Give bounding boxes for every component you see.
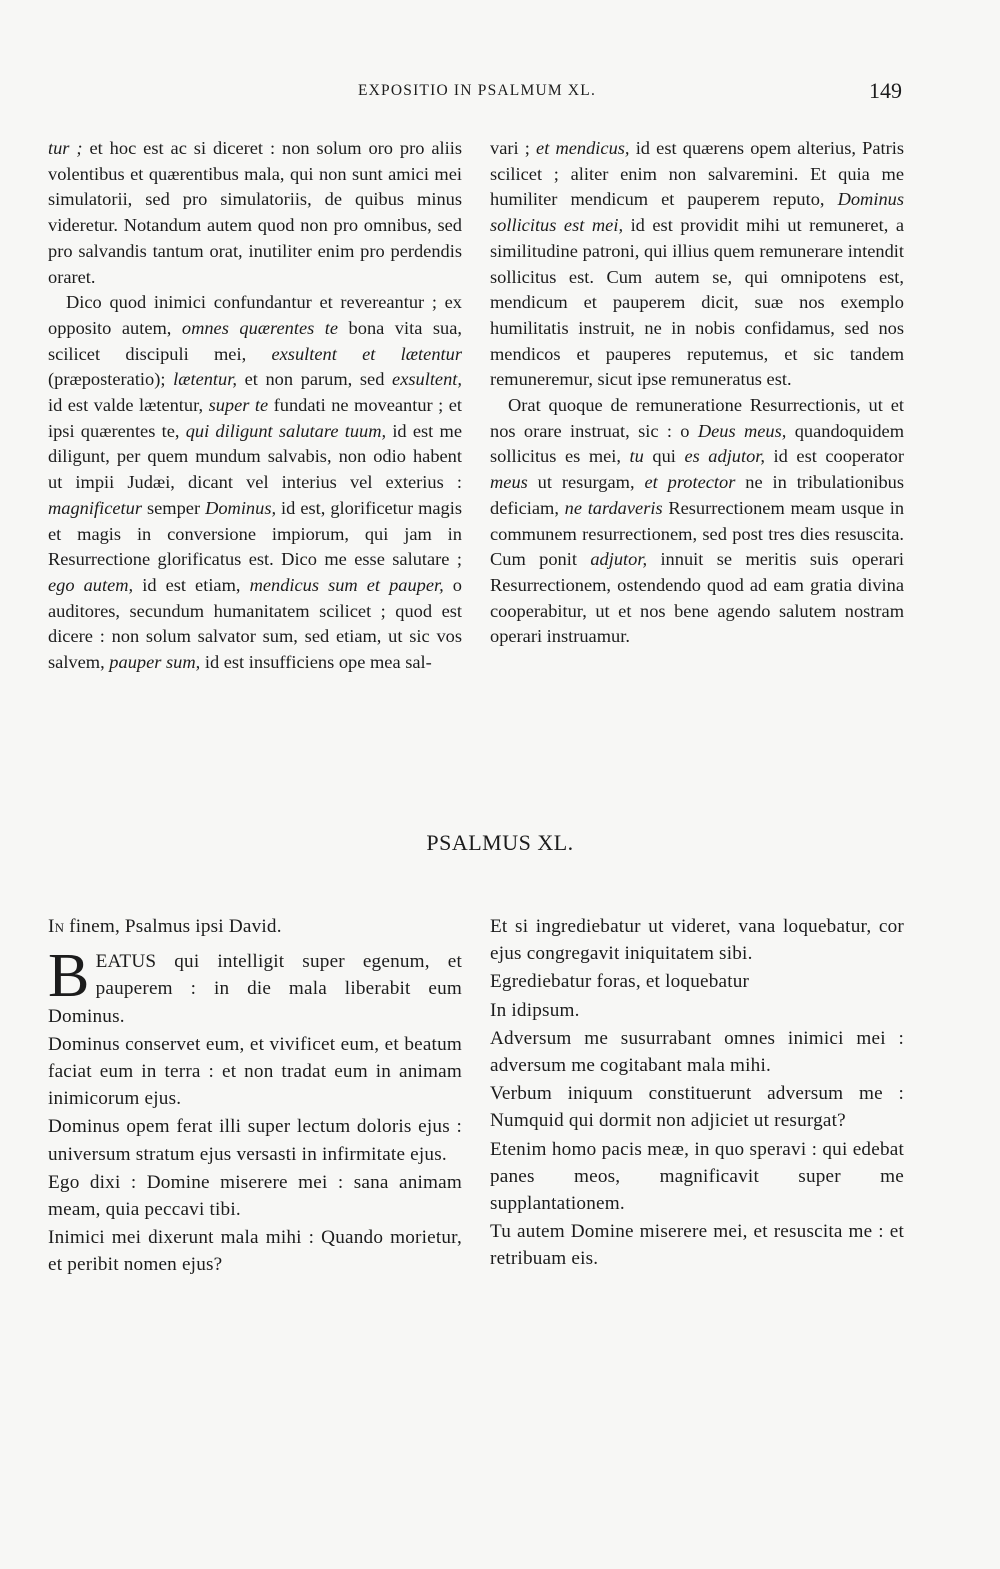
first-verse-text: qui intelligit super egenum, et pauperem : in die mala liberabit eum Dominus. [48, 951, 462, 1027]
quoted-psalm-text: Deus meus, [697, 420, 787, 441]
commentary-text: innuit se meritis suis operari Resurrectionem, ostendendo quod ad eam gratia divina cooperabitur, ut et nos bene agendo salutem nostram operari instruamur. [490, 549, 904, 647]
psalm-verse: Ego dixi : Domine miserere mei : sana animam meam, quia peccavi tibi. [48, 1171, 462, 1221]
commentary-text: ne in tribulationibus deficiam, [490, 472, 904, 518]
commentary-text: Dico quod inimici confundantur et revereantur ; ex opposito autem, [48, 292, 462, 338]
commentary-text: bona vita sua, scilicet discipuli mei, [48, 317, 462, 364]
commentary-text: id est me diligunt, per quem mundum salvabis, non odio habent ut impii Judæi, dicant vel interius vel exterius : [48, 420, 462, 493]
page-number: 149 [869, 78, 902, 103]
commentary-text: id est providit mihi ut remuneret, a similitudine patroni, qui illius quem remunerare intendit sollicitus est. Cum autem se, qui omnipotens est, mendicum et pauperem dicit, suæ nos exemplo humilitatis instruit, ne in nobis confidamus, sed nos mendicos et pauperes reputemus, et sic tandem remuneremur, sicut ipse remuneratus est. [490, 215, 904, 390]
psalm-first-verse [48, 942, 462, 1030]
running-title: EXPOSITIO IN PSALMUM XL. [357, 82, 597, 99]
psalm-verse: Tu autem Domine miserere mei, et resuscita me : et retribuam eis. [490, 1221, 904, 1270]
commentary-text: id est, glorificetur magis et magis in conversione impiorum, qui jam in Resurrectione glorificatus est. Dico me esse salutare ; [48, 497, 462, 570]
psalm-verse: Et si ingrediebatur ut videret, vana loquebatur, cor ejus congregavit iniquitatem sibi. [490, 916, 904, 965]
commentary-text: (præposteratio); [48, 369, 174, 390]
quoted-psalm-text: omnes quærentes te [181, 317, 339, 338]
psalm-left-verses [48, 1031, 462, 1279]
commentary-text: Resurrectionem meam usque in communem resurrectionem, sed post tres dies resuscita. Cum ponit [490, 497, 905, 570]
psalm-verse: Verbum iniquum constituerunt adversum me : Numquid qui dormit non adjiciet ut resurgat? [490, 1083, 904, 1132]
superscription-initial: In [48, 916, 65, 937]
psalm-right-column [490, 913, 904, 1274]
commentary-paragraph [48, 136, 462, 290]
quoted-psalm-text: qui diligunt salutare tuum, [185, 420, 387, 441]
quoted-psalm-text: ego autem, [48, 574, 134, 595]
page-header [48, 78, 906, 106]
psalm-verse: Egrediebatur foras, et loquebatur [490, 971, 750, 993]
commentary-paragraph [490, 393, 904, 650]
commentary-right-column [490, 136, 904, 650]
quoted-psalm-text: exsultent, [392, 369, 462, 390]
quoted-psalm-text: es adjutor, [684, 446, 766, 467]
commentary-text: o auditores, secundum humanitatem scilicet ; quod est dicere : non solum salvator sum, sed etiam, ut sic vos salvem, [48, 574, 462, 673]
quoted-psalm-text: Dominus, [205, 497, 277, 518]
commentary-text: et hoc est ac si diceret : non solum oro pro aliis volentibus et quærentibus mala, qui non sunt amici mei simulatorii, sed pro simulatoriis, de quibus minus videretur. Notandum autem quod non pro omnibus, sed pro salvandis tantum orat, inutiliter enim pro perdendis oraret. [48, 138, 462, 287]
psalm-verse: In idipsum. [490, 999, 580, 1021]
quoted-psalm-text: tu [629, 446, 644, 467]
commentary-text: id est valde lætentur, [48, 395, 209, 416]
commentary-text: id est cooperator [765, 446, 904, 467]
quoted-psalm-text: meus [490, 472, 528, 493]
commentary-text: et non parum, sed [236, 369, 393, 390]
psalm-left-column [48, 913, 462, 1280]
commentary-text: vari ; [490, 138, 537, 158]
drop-cap-initial: B [48, 942, 90, 1011]
psalm-title: PSALMUS XL. [426, 830, 574, 855]
quoted-psalm-text: mendicus sum et pauper, [249, 574, 444, 595]
superscription-text: finem, Psalmus ipsi David. [64, 916, 282, 937]
quoted-psalm-text: ne tardaveris [564, 497, 663, 518]
quoted-psalm-text: super te [208, 395, 269, 416]
first-verse-smallcaps: EATUS [95, 951, 157, 973]
commentary-paragraph [490, 136, 904, 393]
commentary-text: Orat quoque de remuneratione Resurrectionis, ut et nos orare instruat, sic : o [490, 395, 904, 441]
quoted-psalm-text: tur ; [48, 138, 83, 158]
quoted-psalm-text: magnificetur [48, 497, 142, 518]
quoted-psalm-text: Dominus sollicitus est mei, [490, 189, 904, 236]
commentary-text: ut resurgam, [527, 472, 645, 493]
quoted-psalm-text: et protector [644, 472, 736, 493]
psalm-verse: Adversum me susurrabant omnes inimici mei : adversum me cogitabant mala mihi. [490, 1027, 904, 1077]
psalm-superscription [48, 913, 462, 940]
commentary-left-column [48, 136, 462, 676]
commentary-text: id est insufficiens ope mea sal- [200, 652, 432, 673]
commentary-text: id est quærens opem alterius, Patris scilicet ; aliter enim non salvaremini. Et quia me humiliter mendicum et pauperem reputo, [490, 138, 904, 210]
commentary-text: quandoquidem sollicitus es mei, [490, 420, 904, 467]
commentary-text: id est etiam, [133, 574, 250, 595]
psalm-verse: Inimici mei dixerunt mala mihi : Quando morietur, et peribit nomen ejus? [48, 1227, 462, 1276]
commentary-text: fundati ne moveantur ; et ipsi quærentes te, [48, 395, 462, 441]
commentary-text: semper [141, 497, 206, 518]
psalm-verse: Dominus opem ferat illi super lectum doloris ejus : universum stratum ejus versasti in infirmitate ejus. [48, 1116, 462, 1165]
commentary-paragraph [48, 290, 462, 676]
commentary-text: qui [643, 446, 685, 467]
quoted-psalm-text: et mendicus, [536, 138, 630, 158]
psalm-verse: Dominus conservet eum, et vivificet eum, et beatum faciat eum in terra : et non tradat eum in animam inimicorum ejus. [48, 1033, 462, 1110]
psalm-verse: Etenim homo pacis meæ, in quo speravi : qui edebat panes meos, magnificavit super me supplantationem. [490, 1138, 904, 1215]
quoted-psalm-text: adjutor, [590, 549, 648, 570]
quoted-psalm-text: lætentur, [173, 369, 237, 390]
quoted-psalm-text: exsultent et lætentur [271, 343, 462, 364]
quoted-psalm-text: pauper sum, [109, 652, 201, 673]
